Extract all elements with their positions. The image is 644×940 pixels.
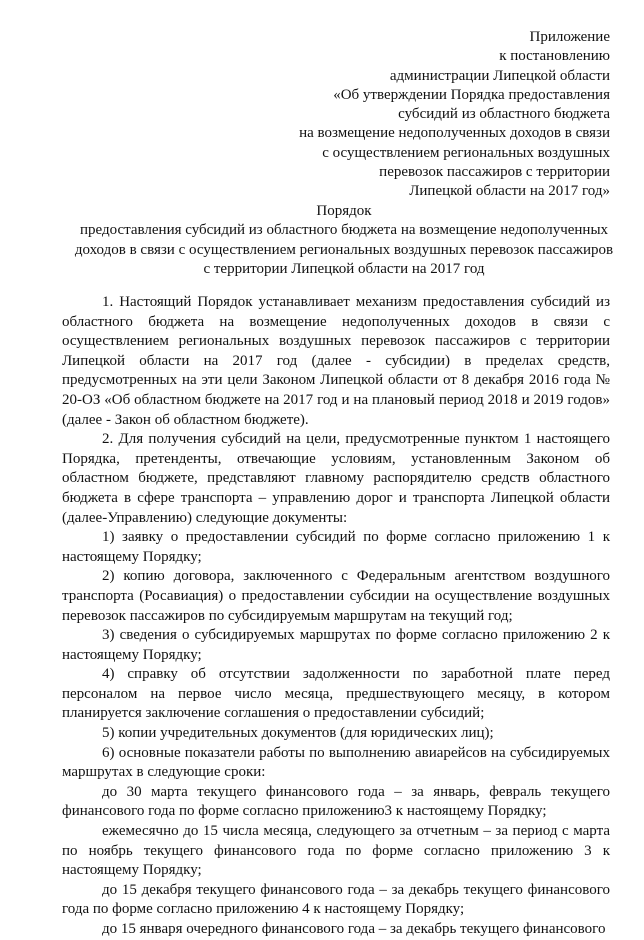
title-line: Порядок — [316, 203, 372, 219]
list-item-4: 4) справку об отсутствии задолженности по заработной плате перед персоналом на первое число месяца, предшествующего месяцу, в котором планируется заключение соглашения о предоставлении субсидий; — [62, 666, 610, 722]
appendix-line: администрации Липецкой области — [389, 67, 610, 84]
appendix-line: перевозок пассажиров с территории — [379, 164, 610, 181]
document-title — [44, 202, 644, 279]
appendix-header — [250, 28, 610, 202]
list-item-5: 5) копии учредительных документов (для юридических лиц); — [102, 725, 494, 742]
appendix-line: с осуществлением региональных воздушных — [322, 144, 610, 161]
appendix-line: на возмещение недополученных доходов в связи — [299, 125, 610, 142]
title-line: доходов в связи с осуществлением региональных воздушных перевозок пассажиров — [74, 241, 614, 258]
document-body — [62, 293, 610, 940]
list-item-3: 3) сведения о субсидируемых маршрутах по форме согласно приложению 2 к настоящему Порядку; — [62, 627, 610, 663]
list-item-2: 2) копию договора, заключенного с Федеральным агентством воздушного транспорта (Росавиация) о предоставлении субсидии на осуществление воздушных перевозок пассажиров по субсидируемым маршрутам на текущий год; — [62, 568, 610, 624]
deadline-item-1: до 30 марта текущего финансового года – за январь, февраль текущего финансового года по форме согласно приложению3 к настоящему Порядку; — [62, 783, 610, 820]
deadline-item-2: ежемесячно до 15 числа месяца, следующего за отчетным – за период с марта по ноябрь текущего финансового года по форме согласно приложению 3 к настоящему Порядку; — [62, 823, 610, 879]
appendix-line: Липецкой области на 2017 год» — [409, 183, 610, 200]
deadline-item-3: до 15 декабря текущего финансового года – за декабрь текущего финансового года по форме согласно приложению 4 к настоящему Порядку; — [62, 881, 610, 918]
list-item-1: 1) заявку о предоставлении субсидий по форме согласно приложению 1 к настоящему Порядку; — [62, 529, 610, 565]
paragraph-item-1: 1. Настоящий Порядок устанавливает механизм предоставления субсидий из областного бюджета на возмещение недополученных доходов в связи с осуществлением региональных воздушных перевозок пассажиров с территории Липецкой области на 2017 год (далее - субсидии) в пределах средств, предусмотренных на эти цели Законом Липецкой области от 8 декабря 2016 года № 20-ОЗ «Об областном бюджете на 2017 год и на плановый период 2018 и 2019 годов» (далее - Закон об областном бюджете). — [62, 294, 610, 428]
deadline-item-4: до 15 января очередного финансового года – за декабрь текущего финансового — [102, 921, 606, 937]
appendix-line: к постановлению — [499, 48, 610, 65]
appendix-line: Приложение — [529, 29, 610, 45]
title-line: предоставления субсидий из областного бюджета на возмещение недополученных — [79, 222, 609, 239]
title-line: с территории Липецкой области на 2017 год — [203, 260, 485, 277]
appendix-line: «Об утверждении Порядка предоставления — [333, 86, 610, 103]
paragraph-item-2: 2. Для получения субсидий на цели, предусмотренные пунктом 1 настоящего Порядка, претенденты, отвечающие условиям, установленным Законом об областном бюджете, представляют главному распорядителю средств областного бюджета в сфере транспорта – управлению дорог и транспорта Липецкой области (далее-Управлению) следующие документы: — [62, 431, 610, 526]
appendix-line: субсидий из областного бюджета — [398, 106, 610, 123]
list-item-6: 6) основные показатели работы по выполнению авиарейсов на субсидируемых маршрутах в следующие сроки: — [62, 744, 610, 781]
